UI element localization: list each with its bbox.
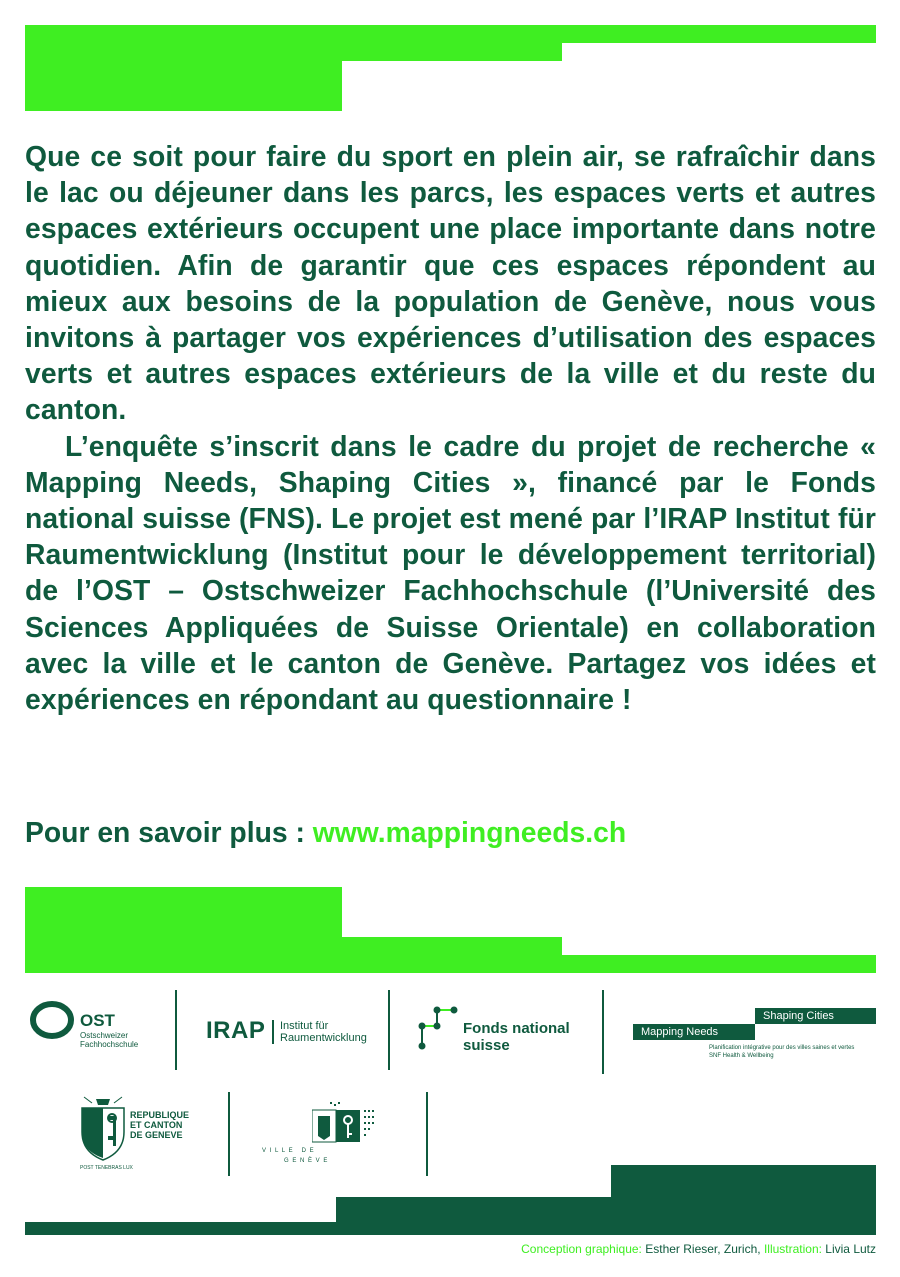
geneva-coat-of-arms-icon [78, 1096, 128, 1162]
irap-logo [206, 1017, 376, 1047]
ville-geneve-logo [262, 1102, 382, 1170]
ville-line1: V I L L E D E [262, 1148, 315, 1154]
credits [521, 1242, 876, 1256]
ost-sub1: Ostschweizer [80, 1031, 129, 1040]
canton-motto: POST TENEBRAS LUX [80, 1165, 133, 1171]
more-info [25, 816, 626, 849]
fns-line1: Fonds national [463, 1020, 570, 1037]
credits-value-illustration: Livia Lutz [821, 1242, 876, 1256]
credits-label-illustration: Illustration: [760, 1242, 822, 1256]
separator-5 [426, 1092, 428, 1176]
ville-line2: G E N È V E [284, 1158, 329, 1164]
top-bar-short [25, 25, 342, 111]
more-label: Pour en savoir plus : [25, 816, 313, 848]
ost-name: OST [80, 1011, 115, 1030]
website-link[interactable]: www.mappingneeds.ch [312, 816, 627, 848]
separator-1 [175, 990, 177, 1070]
mapping-desc1: Planification intégrative pour des villes saines et vertes [709, 1045, 855, 1051]
canton-geneve-logo [78, 1096, 208, 1176]
mapping-desc2: SNF Health & Wellbeing [709, 1053, 774, 1059]
paragraph-1: Que ce soit pour faire du sport en plein air, se rafraîchir dans le lac ou déjeuner dans les parcs, les espaces verts et autres espaces extérieurs occupent une place importante dans notre quotidien. Afin de garantir que ces espaces répondent au mieux aux besoins de la population de Genève, nous vous invitons à partager vos expériences d’utilisation des espaces verts et autres espaces extérieurs de la ville et du reste du canton. [25, 140, 876, 426]
irap-divider [272, 1020, 274, 1044]
separator-2 [388, 990, 390, 1070]
ost-sub2: Fachhochschule [80, 1040, 139, 1049]
bottom-bar-wide [25, 955, 876, 973]
paragraph-2: L’enquête s’inscrit dans le cadre du projet de recherche « Mapping Needs, Shaping Cities », financé par le Fonds national suisse (FNS). Le projet est mené par l’IRAP Institut für Raumentwicklung (Institut pour le développement territorial) de l’OST – Ostschweizer Fachhochschule (l’Université des Sciences Appliquées de Suisse Orientale) en collaboration avec la ville et le canton de Genève. Partagez vos idées et expériences en répondant au questionnaire ! [25, 429, 876, 716]
mapping-needs-logo [633, 1008, 876, 1066]
fns-logo [416, 1004, 596, 1054]
fns-network-icon [416, 1004, 460, 1052]
irap-sub2: Raumentwicklung [280, 1032, 367, 1044]
irap-sub1: Institut für [280, 1020, 329, 1032]
separator-3 [602, 990, 604, 1074]
shaping-cities-badge: Shaping Cities [755, 1008, 876, 1024]
ost-ring-icon [30, 1000, 76, 1040]
irap-name: IRAP [206, 1017, 266, 1044]
separator-4 [228, 1092, 230, 1176]
footer-bar-wide [25, 1222, 876, 1235]
body-text [25, 138, 876, 717]
mapping-needs-badge: Mapping Needs [633, 1024, 755, 1040]
credits-value-design: Esther Rieser, Zurich, [641, 1242, 761, 1256]
canton-line1: REPUBLIQUE [130, 1110, 190, 1120]
canton-line3: DE GENEVE [130, 1130, 183, 1140]
canton-line2: ET CANTON [130, 1120, 183, 1130]
ost-logo [30, 1000, 160, 1050]
credits-label-design: Conception graphique: [521, 1242, 642, 1256]
fns-line2: suisse [463, 1037, 510, 1054]
ville-geneve-emblem-icon [312, 1102, 392, 1144]
